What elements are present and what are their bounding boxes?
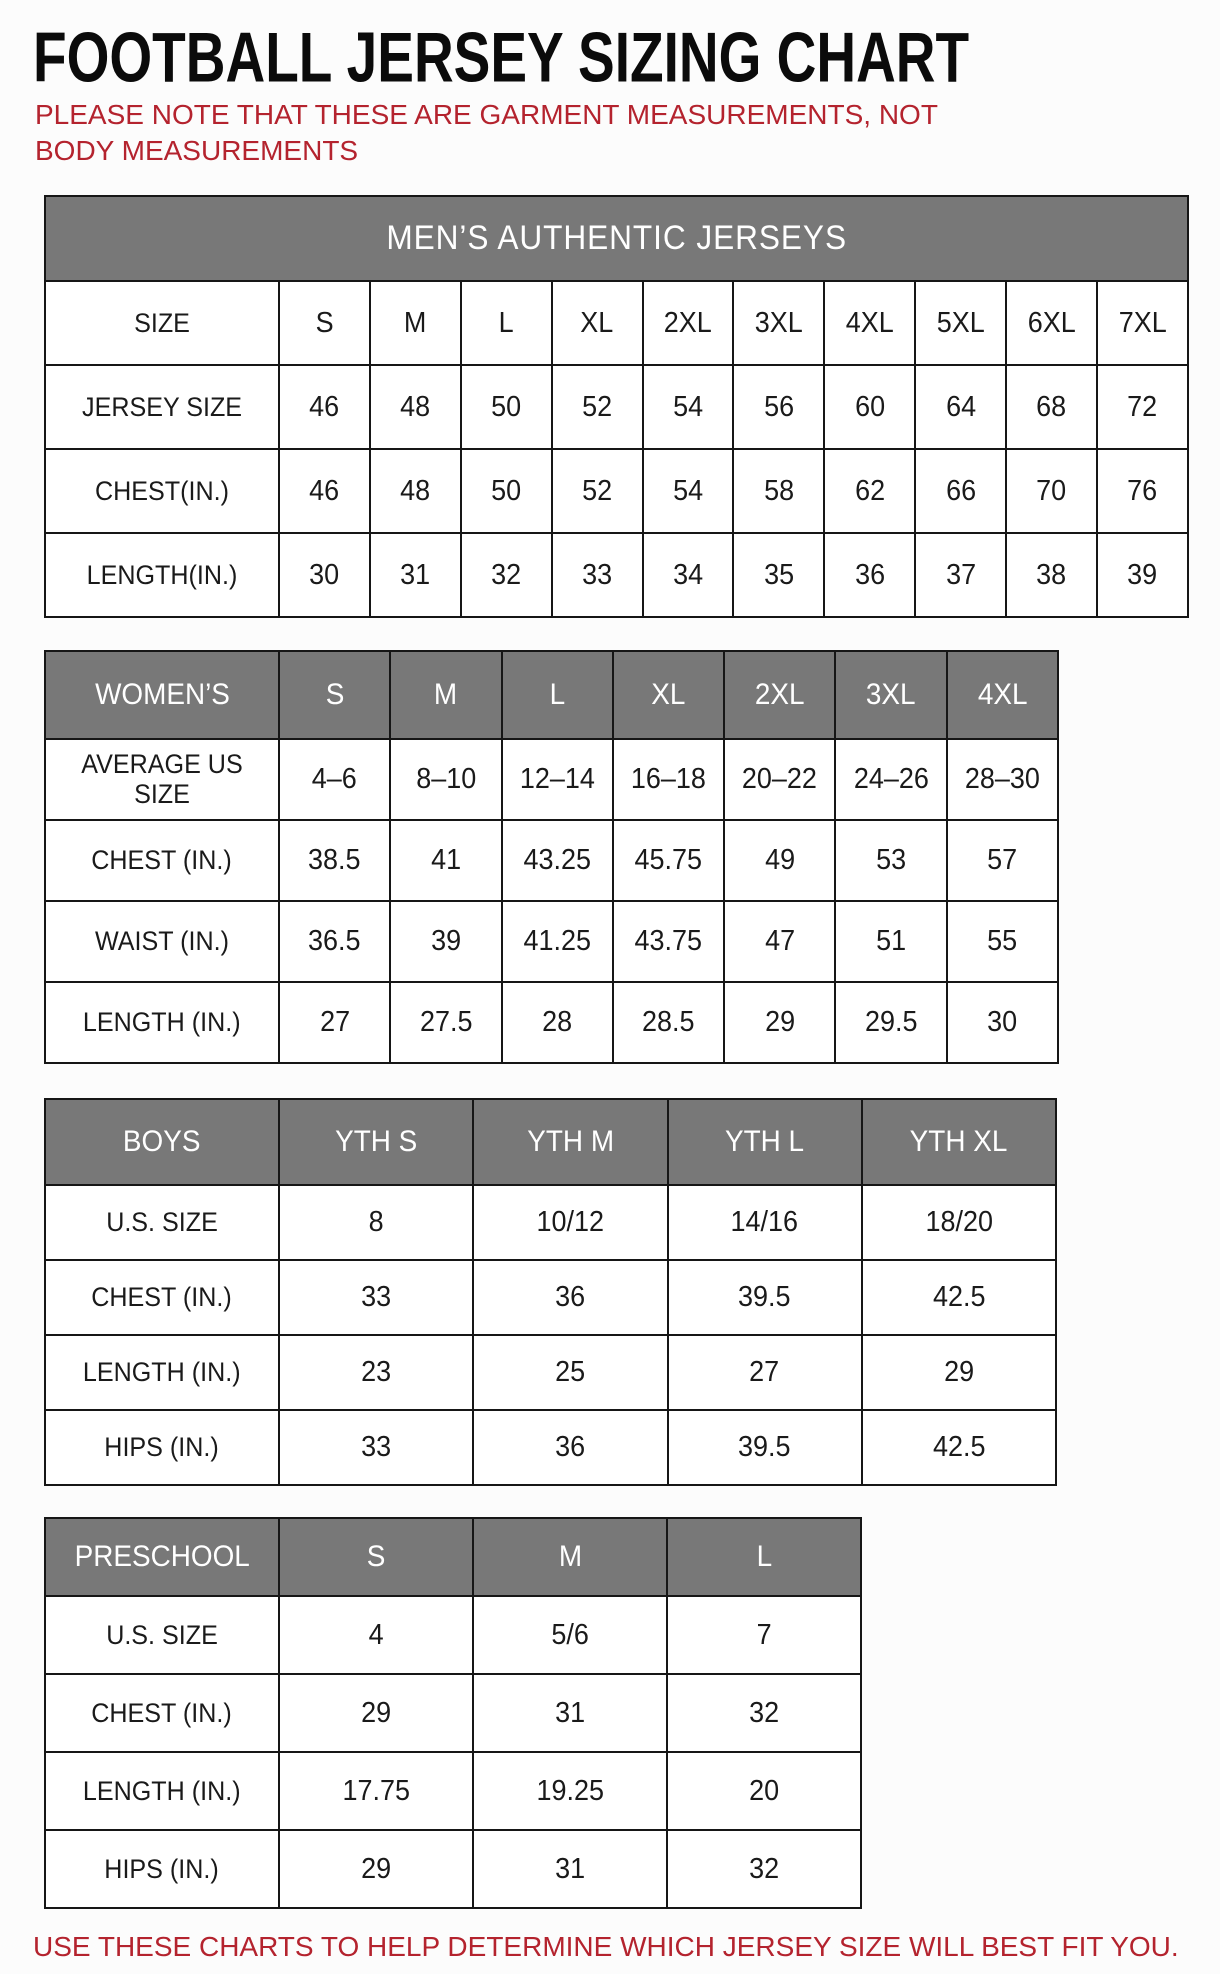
cell-text: 54 [673,474,704,507]
value-cell [724,820,835,901]
cell-text: 42.5 [932,1281,986,1313]
table-row [45,739,1058,820]
cell-text: 38.5 [308,844,361,876]
size-header-cell [724,651,835,739]
cell-text: CHEST(IN.) [95,475,229,506]
cell-text: 30 [987,1006,1018,1038]
cell-text: 17.75 [342,1774,410,1807]
table-row [45,901,1058,982]
cell-text: 5XL [936,306,985,339]
cell-text: CHEST (IN.) [91,1282,233,1312]
row-label [45,533,279,617]
value-cell [390,820,501,901]
cell-text: 51 [876,925,907,957]
value-cell [835,820,946,901]
cell-text: 39.5 [738,1431,791,1463]
cell-text: 57 [987,844,1018,876]
size-header-cell [279,1518,473,1596]
table-row [45,1260,1056,1335]
cell-text: SIZE [134,307,190,338]
table-row [45,1674,861,1752]
size-header-cell [502,651,613,739]
size-header-cell [835,651,946,739]
cell-text: 47 [764,925,795,957]
cell-text: 41.25 [523,925,591,957]
cell-text: 29 [943,1356,974,1388]
cell-text: 4XL [977,678,1028,711]
value-cell [390,901,501,982]
table-banner [45,196,1188,281]
value-cell [279,1260,473,1335]
cell-text: L [498,306,514,339]
cell-text: 27 [319,1006,350,1038]
cell-text: 29 [764,1006,795,1038]
value-cell [724,982,835,1063]
cell-text: 27 [749,1356,780,1388]
value-cell [947,820,1058,901]
value-cell [473,1410,667,1485]
value-cell [1097,365,1188,449]
cell-text: PRESCHOOL [74,1540,250,1573]
cell-text: 23 [361,1356,392,1388]
value-cell [862,1185,1056,1260]
value-cell [835,901,946,982]
value-cell [279,1185,473,1260]
cell-text: 55 [987,925,1018,957]
value-cell [279,901,390,982]
cell-text: 24–26 [853,763,929,795]
cell-text: S [366,1540,386,1573]
value-cell [947,982,1058,1063]
value-cell [473,1185,667,1260]
cell-text: 31 [400,558,431,591]
value-cell [370,533,461,617]
cell-text: 6XL [1027,306,1076,339]
value-cell [461,449,552,533]
cell-text: 54 [673,390,704,423]
value-cell [1097,533,1188,617]
table-title-cell [45,1518,279,1596]
size-header-cell [862,1099,1056,1185]
value-cell [502,901,613,982]
cell-text: HIPS (IN.) [104,1853,220,1884]
preschool-sizing-table [44,1517,862,1909]
cell-text: 28–30 [964,763,1040,795]
cell-text: WAIST (IN.) [95,926,229,956]
cell-text: 31 [554,1696,585,1729]
row-label [45,1410,279,1485]
cell-text: 37 [945,558,976,591]
cell-text: 34 [673,558,704,591]
cell-text: 52 [582,390,613,423]
value-cell [1006,281,1097,365]
value-cell [279,1752,473,1830]
row-label [45,1335,279,1410]
size-header-cell [667,1518,861,1596]
table-title-cell [45,651,279,739]
value-cell [862,1410,1056,1485]
cell-text: 56 [763,390,794,423]
row-label [45,901,279,982]
value-cell [947,901,1058,982]
cell-text: 32 [491,558,522,591]
table-row [45,1830,861,1908]
cell-text: BOYS [123,1125,201,1158]
value-cell [552,533,643,617]
value-cell [668,1335,862,1410]
value-cell [473,1752,667,1830]
value-cell [552,449,643,533]
cell-text: JERSEY SIZE [81,391,243,422]
value-cell [1097,449,1188,533]
value-cell [473,1596,667,1674]
value-cell [643,281,734,365]
mens-authentic-jerseys-table [44,195,1189,618]
cell-text: S [315,306,334,339]
value-cell [643,449,734,533]
table-header-row [45,1518,861,1596]
value-cell [1006,533,1097,617]
value-cell [824,281,915,365]
cell-text: 68 [1036,390,1067,423]
cell-text: 12–14 [519,763,595,795]
value-cell [279,820,390,901]
cell-text: 42.5 [932,1431,986,1463]
cell-text: 33 [582,558,613,591]
cell-text: 36 [854,558,885,591]
row-label [45,739,279,820]
garment-measurements-note: PLEASE NOTE THAT THESE ARE GARMENT MEASUREMENTS, NOT BODY MEASUREMENTS [35,99,938,166]
value-cell [370,365,461,449]
cell-text: 5/6 [551,1618,589,1651]
cell-text: XL [580,306,614,339]
value-cell [461,365,552,449]
cell-text: 28 [542,1006,573,1038]
cell-text: 36 [555,1431,586,1463]
value-cell [613,901,724,982]
cell-text: U.S. SIZE [106,1619,218,1650]
value-cell [733,365,824,449]
value-cell [502,739,613,820]
cell-text: 10/12 [536,1206,605,1238]
cell-text: YTH M [526,1125,614,1158]
value-cell [279,533,370,617]
cell-text: MEN’S AUTHENTIC JERSEYS [386,219,847,257]
size-header-cell [279,651,390,739]
cell-text: 36.5 [308,925,361,957]
value-cell [835,982,946,1063]
cell-text: AVERAGE US SIZE [81,748,243,810]
cell-text: 28.5 [642,1006,695,1038]
cell-text: WOMEN’S [94,678,230,711]
cell-text: 20 [748,1774,779,1807]
table-row [45,1335,1056,1410]
row-label [45,1674,279,1752]
cell-text: 58 [763,474,794,507]
cell-text: 72 [1127,390,1158,423]
table-row [45,1185,1056,1260]
value-cell [862,1260,1056,1335]
cell-text: 38 [1036,558,1067,591]
cell-text: 60 [854,390,885,423]
table-row [45,533,1188,617]
cell-text: 33 [361,1431,392,1463]
value-cell [461,533,552,617]
value-cell [279,365,370,449]
table-header-row [45,1099,1056,1185]
table-header-row [45,651,1058,739]
value-cell [667,1596,861,1674]
cell-text: 62 [854,474,885,507]
cell-text: 27.5 [419,1006,473,1038]
value-cell [613,982,724,1063]
value-cell [733,449,824,533]
value-cell [370,449,461,533]
womens-sizing-table [44,650,1059,1064]
cell-text: 4–6 [312,763,358,795]
cell-text: 29 [360,1852,391,1885]
cell-text: 25 [555,1356,586,1388]
cell-text: 8–10 [415,763,476,795]
value-cell [390,982,501,1063]
value-cell [668,1260,862,1335]
cell-text: 48 [400,390,431,423]
value-cell [915,365,1006,449]
cell-text: CHEST (IN.) [91,845,233,875]
row-label [45,281,279,365]
value-cell [1006,449,1097,533]
value-cell [279,1335,473,1410]
table-banner-row [45,196,1188,281]
value-cell [824,449,915,533]
value-cell [915,449,1006,533]
value-cell [947,739,1058,820]
table-row [45,982,1058,1063]
cell-text: LENGTH(IN.) [86,559,238,590]
cell-text: 39 [1127,558,1158,591]
value-cell [279,281,370,365]
cell-text: 30 [309,558,340,591]
value-cell [461,281,552,365]
cell-text: YTH L [725,1125,805,1158]
value-cell [552,365,643,449]
value-cell [1006,365,1097,449]
value-cell [370,281,461,365]
cell-text: YTH XL [910,1125,1008,1158]
value-cell [473,1335,667,1410]
table-row [45,820,1058,901]
size-header-cell [613,651,724,739]
cell-text: 19.25 [536,1774,604,1807]
size-header-cell [668,1099,862,1185]
cell-text: 64 [945,390,976,423]
cell-text: 66 [945,474,976,507]
cell-text: CHEST (IN.) [91,1697,233,1728]
cell-text: 32 [748,1852,779,1885]
value-cell [279,1596,473,1674]
row-label [45,1830,279,1908]
cell-text: L [756,1540,772,1573]
cell-text: 52 [582,474,613,507]
value-cell [473,1260,667,1335]
cell-text: 35 [763,558,794,591]
cell-text: U.S. SIZE [106,1207,218,1237]
cell-text: 45.75 [634,844,703,876]
value-cell [835,739,946,820]
cell-text: LENGTH (IN.) [83,1775,241,1806]
cell-text: 70 [1036,474,1067,507]
row-label [45,820,279,901]
row-label [45,1260,279,1335]
value-cell [667,1674,861,1752]
value-cell [915,533,1006,617]
cell-text: S [325,678,344,711]
cell-text: L [549,678,565,711]
value-cell [502,982,613,1063]
value-cell [668,1185,862,1260]
cell-text: 3XL [754,306,803,339]
value-cell [667,1752,861,1830]
cell-text: 39 [430,925,461,957]
table-title-cell [45,1099,279,1185]
value-cell [862,1335,1056,1410]
cell-text: 31 [554,1852,585,1885]
value-cell [824,533,915,617]
cell-text: LENGTH (IN.) [83,1357,241,1387]
value-cell [502,820,613,901]
row-label [45,1596,279,1674]
cell-text: 14/16 [730,1206,799,1238]
cell-text: 20–22 [742,763,818,795]
cell-text: 43.75 [634,925,703,957]
page-title: FOOTBALL JERSEY SIZING CHART [33,17,970,97]
value-cell [279,739,390,820]
row-label [45,365,279,449]
cell-text: 8 [368,1206,384,1238]
value-cell [915,281,1006,365]
table-row [45,1410,1056,1485]
cell-text: 76 [1127,474,1158,507]
cell-text: 4 [368,1618,384,1651]
value-cell [824,365,915,449]
cell-text: 43.25 [523,844,591,876]
cell-text: 46 [309,474,340,507]
value-cell [724,739,835,820]
cell-text: 50 [491,390,522,423]
value-cell [667,1830,861,1908]
value-cell [643,533,734,617]
cell-text: 7XL [1118,306,1167,339]
cell-text: LENGTH (IN.) [83,1007,241,1037]
size-header-cell [473,1099,667,1185]
cell-text: 7 [756,1618,772,1651]
value-cell [279,1674,473,1752]
row-label [45,1752,279,1830]
value-cell [668,1410,862,1485]
value-cell [733,533,824,617]
cell-text: 32 [748,1696,779,1729]
value-cell [279,1410,473,1485]
value-cell [473,1830,667,1908]
cell-text: 53 [876,844,907,876]
cell-text: 2XL [664,306,713,339]
value-cell [643,365,734,449]
cell-text: 48 [400,474,431,507]
cell-text: M [404,306,427,339]
cell-text: 29 [360,1696,391,1729]
size-header-cell [473,1518,667,1596]
row-label [45,449,279,533]
value-cell [1097,281,1188,365]
value-cell [279,449,370,533]
cell-text: 18/20 [925,1206,993,1238]
row-label [45,982,279,1063]
cell-text: 49 [764,844,795,876]
boys-sizing-table [44,1098,1057,1486]
cell-text: M [558,1540,582,1573]
value-cell [552,281,643,365]
row-label [45,1185,279,1260]
cell-text: 2XL [754,678,805,711]
value-cell [279,982,390,1063]
cell-text: 46 [309,390,340,423]
cell-text: M [434,678,458,711]
value-cell [733,281,824,365]
cell-text: YTH S [335,1125,418,1158]
cell-text: 3XL [866,678,916,711]
value-cell [724,901,835,982]
cell-text: 4XL [845,306,894,339]
value-cell [613,739,724,820]
table-row [45,449,1188,533]
value-cell [613,820,724,901]
size-header-cell [947,651,1058,739]
cell-text: 33 [361,1281,392,1313]
table-row [45,281,1188,365]
cell-text: 50 [491,474,522,507]
table-row [45,1596,861,1674]
size-header-cell [390,651,501,739]
value-cell [390,739,501,820]
cell-text: 36 [555,1281,586,1313]
cell-text: HIPS (IN.) [104,1432,220,1462]
cell-text: 29.5 [864,1006,918,1038]
footer-note: USE THESE CHARTS TO HELP DETERMINE WHICH JERSEY SIZE WILL BEST FIT YOU. [33,1931,1179,1962]
value-cell [473,1674,667,1752]
cell-text: 41 [430,844,461,876]
cell-text: 16–18 [630,763,706,795]
value-cell [279,1830,473,1908]
cell-text: 39.5 [738,1281,791,1313]
cell-text: XL [651,678,686,711]
size-header-cell [279,1099,473,1185]
table-row [45,365,1188,449]
table-row [45,1752,861,1830]
